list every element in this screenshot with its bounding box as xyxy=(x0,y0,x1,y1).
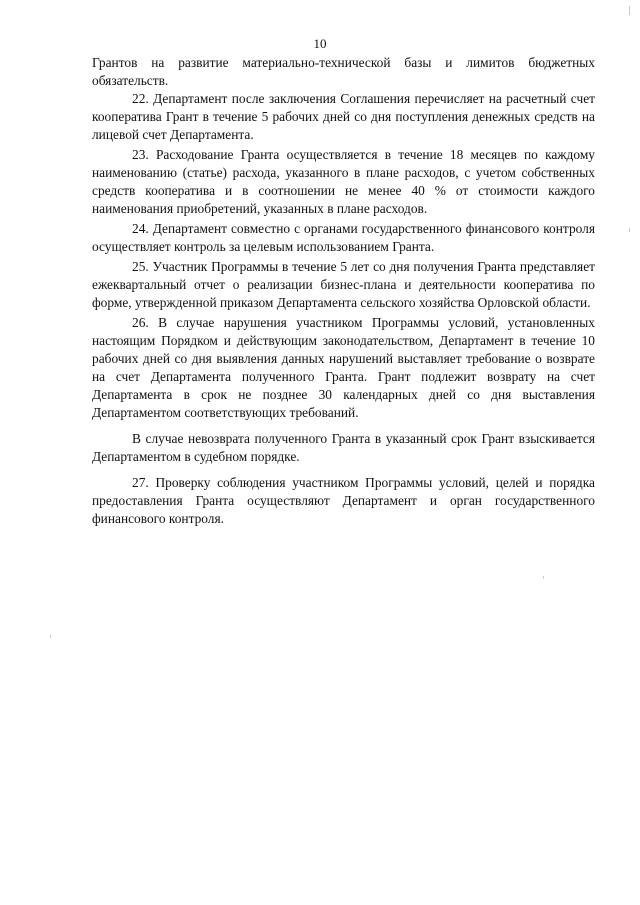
document-body xyxy=(92,54,595,528)
scan-speck xyxy=(629,6,630,15)
paragraph-24: 24. Департамент совместно с органами государственного финансового контроля осуществляет контроль за целевым использованием Гранта. xyxy=(92,221,595,254)
scan-speck xyxy=(50,635,51,638)
paragraph-26-recovery: В случае невозврата полученного Гранта в указанный срок Грант взыскивается Департаментом в судебном порядке. xyxy=(92,431,595,464)
paragraph-23: 23. Расходование Гранта осуществляется в течение 18 месяцев по каждому наименованию (статье) расхода, указанного в плане расходов, с учетом собственных средств кооператива и в соотношении не менее 40 % от стоимости каждого наименования приобретений, указанных в плане расходов. xyxy=(92,147,595,216)
page-number: 10 xyxy=(313,36,327,51)
scan-speck xyxy=(543,576,544,579)
paragraph-continuation: Грантов на развитие материально-технической базы и лимитов бюджетных обязательств. xyxy=(92,55,595,88)
paragraph-22: 22. Департамент после заключения Соглашения перечисляет на расчетный счет кооператива Грант в течение 5 рабочих дней со дня поступления денежных средств на лицевой счет Департамента. xyxy=(92,91,595,142)
paragraph-27: 27. Проверку соблюдения участником Программы условий, целей и порядка предоставления Гранта осуществляют Департамент и орган государственного финансового контроля. xyxy=(92,475,595,526)
paragraph-26: 26. В случае нарушения участником Программы условий, установленных настоящим Порядком и действующим законодательством, Департамент в течение 10 рабочих дней со дня выявления данных нарушений выставляет требование о возврате на счет Департамента полученного Гранта. Грант подлежит возврату на счет Департамента в срок не позднее 30 календарных дней со дня выставления Департаментом соответствующих требований. xyxy=(92,315,595,420)
scan-speck xyxy=(629,228,630,232)
paragraph-25: 25. Участник Программы в течение 5 лет со дня получения Гранта представляет ежеквартальный отчет о реализации бизнес-плана и деятельности кооператива по форме, утвержденной приказом Департамента сельского хозяйства Орловской области. xyxy=(92,259,595,310)
